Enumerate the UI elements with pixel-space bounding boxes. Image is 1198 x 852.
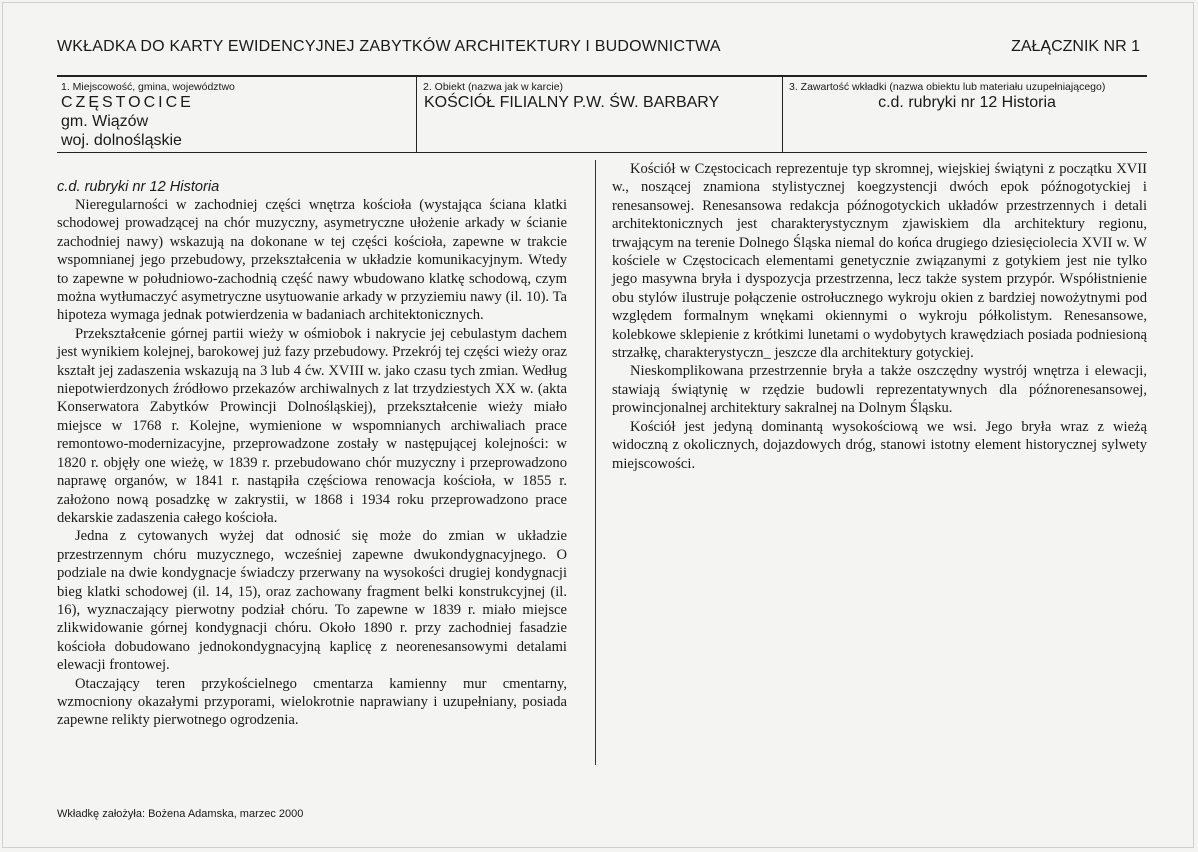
- contents-label: 3. Zawartość wkładki (nazwa obiektu lub materiału uzupełniającego): [789, 81, 1106, 93]
- voivodeship-name: woj. dolnośląskie: [61, 132, 182, 149]
- town-name: CZĘSTOCICE: [61, 94, 194, 111]
- section-heading: c.d. rubryki nr 12 Historia: [57, 179, 220, 195]
- object-label: 2. Obiekt (nazwa jak w karcie): [423, 81, 564, 93]
- object-cell: [417, 77, 783, 152]
- paragraph: Jedna z cytowanych wyżej dat odnosić się może do zmian w układzie przestrzennym chóru muzycznego, wcześniej zapewne dwukondygnacyjnego. O podziale na dwie kondygnacje świadczy przerwany na wysokości drugiej kondygnacji bieg klatki schodowej (il. 14, 15), oraz zachowany fragment belki konstrukcyjnej (il. 16), wyznaczający pierwotny podział chóru. To zapewne w 1839 r. miało miejsce zlikwidowanie górnej kondygnacji chóru. Około 1890 r. przy zachodniej fasadzie kościoła dobudowano jednokondygnacyjną kaplicę z neorenesansowymi detalami elewacji frontowej.: [57, 528, 567, 674]
- contents-value: c.d. rubryki nr 12 Historia: [878, 94, 1056, 111]
- paragraph: Otaczający teren przykościelnego cmentarza kamienny mur cmentarny, wzmocniony okazałymi przyporami, wielokrotnie naprawiany i uzupełniany, posiada zapewne relikty pierwotnego ogrodzenia.: [57, 675, 567, 729]
- location-cell: [57, 77, 417, 152]
- left-column: [57, 178, 567, 730]
- paragraph: Przekształcenie górnej partii wieży w ośmiobok i nakrycie jej cebulastym dachem jest wynikiem kolejnej, barokowej już fazy przebudowy. Przekrój tej części wieży oraz kształt jej zadaszenia wskazują na 3 lub 4 ćw. XVIII w. jako czasu tych zmian. Według niepotwierdzonych źródłowo przekazów archiwalnych z lat trzydziestych XX w. (akta Konserwatora Zabytków Prowincji Dolnośląskiej), przekształcenie wieży miało miejsce w 1768 r. Kolejne, wymienione w wspomnianych archiwaliach prace remontowo-modernizacyjne, przeprowadzone zostały w następującej kolejności: w 1820 r. objęły one wieżę, w 1839 r. przebudowano chór muzyczny i przeprowadzono naprawę organów, w 1841 r. nastąpiła częściowa renowacja kościoła, w 1855 r. założono nową posadzkę w zakrystii, w 1868 i 1934 roku przeprowadzono prace dekarskie zadaszenia całego kościoła.: [57, 325, 567, 526]
- paragraph: Kościół w Częstocicach reprezentuje typ skromnej, wiejskiej świątyni z początku XVII w., noszącej znamiona stylistycznej koegzystencji dwóch epok późnogotyckiej i renesansowej. Renesansowa redakcja późnogotyckich układów przestrzennych i detali architektonicznych jest charakterystycznym zjawiskiem dla architektury regionu, trwającym na terenie Dolnego Śląska niemal do końca drugiego dziesięciolecia XVII w. W kościele w Częstocicach elementami genetycznie związanymi z gotykiem jest nie tylko jego masywna bryła i dyspozycja przestrzenna, lecz także system przypór. Współistnienie obu stylów ilustruje połączenie ostrołucznego wykroju okien z bardziej nowożytnymi pod względem formalnym wnękami okiennymi o wykroju półkolistym. Renesansowe, kolebkowe sklepienie z krótkimi lunetami o wydobytych krawędziach posiada podniesioną strzałkę, charakterystyczn_ jeszcze dla architektury gotyckiej.: [612, 161, 1147, 362]
- page-title: WKŁADKA DO KARTY EWIDENCYJNEJ ZABYTKÓW ARCHITEKTURY I BUDOWNICTWA: [57, 38, 721, 55]
- object-name: KOŚCIÓŁ FILIALNY P.W. ŚW. BARBARY: [424, 94, 720, 111]
- annex-label: ZAŁĄCZNIK NR 1: [1011, 38, 1140, 55]
- location-label: 1. Miejscowość, gmina, województwo: [61, 81, 235, 93]
- commune-name: gm. Wiązów: [61, 113, 149, 130]
- footer-author: Wkładkę założyła: Bożena Adamska, marzec 2000: [57, 808, 304, 820]
- info-table: [57, 75, 1147, 153]
- right-column: [612, 160, 1147, 473]
- contents-cell: [783, 77, 1147, 152]
- column-divider: [595, 160, 596, 765]
- paragraph: Nieskomplikowana przestrzennie bryła a także oszczędny wystrój wnętrza i elewacji, stawiają świątynię w rzędzie budowli reprezentatywnych dla późnorenesansowej, prowincjonalnej architektury sakralnej na Dolnym Śląsku.: [612, 363, 1147, 417]
- paragraph: Kościół jest jedyną dominantą wysokościową we wsi. Jego bryła wraz z wieżą widoczną z okolicznych, dojazdowych dróg, stanowi istotny element historycznej sylwety miejscowości.: [612, 418, 1147, 472]
- paragraph: Nieregularności w zachodniej części wnętrza kościoła (wystająca ściana klatki schodowej prowadzącej na chór muzyczny, asymetryczne ułożenie arkady w ścianie zachodniej nawy) wskazują na dokonane w tej części kościoła, zapewne w trakcie wspomnianej jego przebudowy, przekształcenia w układzie komunikacyjnym. Wtedy to zapewne w południowo-zachodnią część nawy wbudowano klatkę schodową, czym można wytłumaczyć asymetryczne usytuowanie arkady w przyziemiu nawy (il. 10). Ta hipoteza wymaga jednak potwierdzenia w badaniach architektonicznych.: [57, 197, 567, 324]
